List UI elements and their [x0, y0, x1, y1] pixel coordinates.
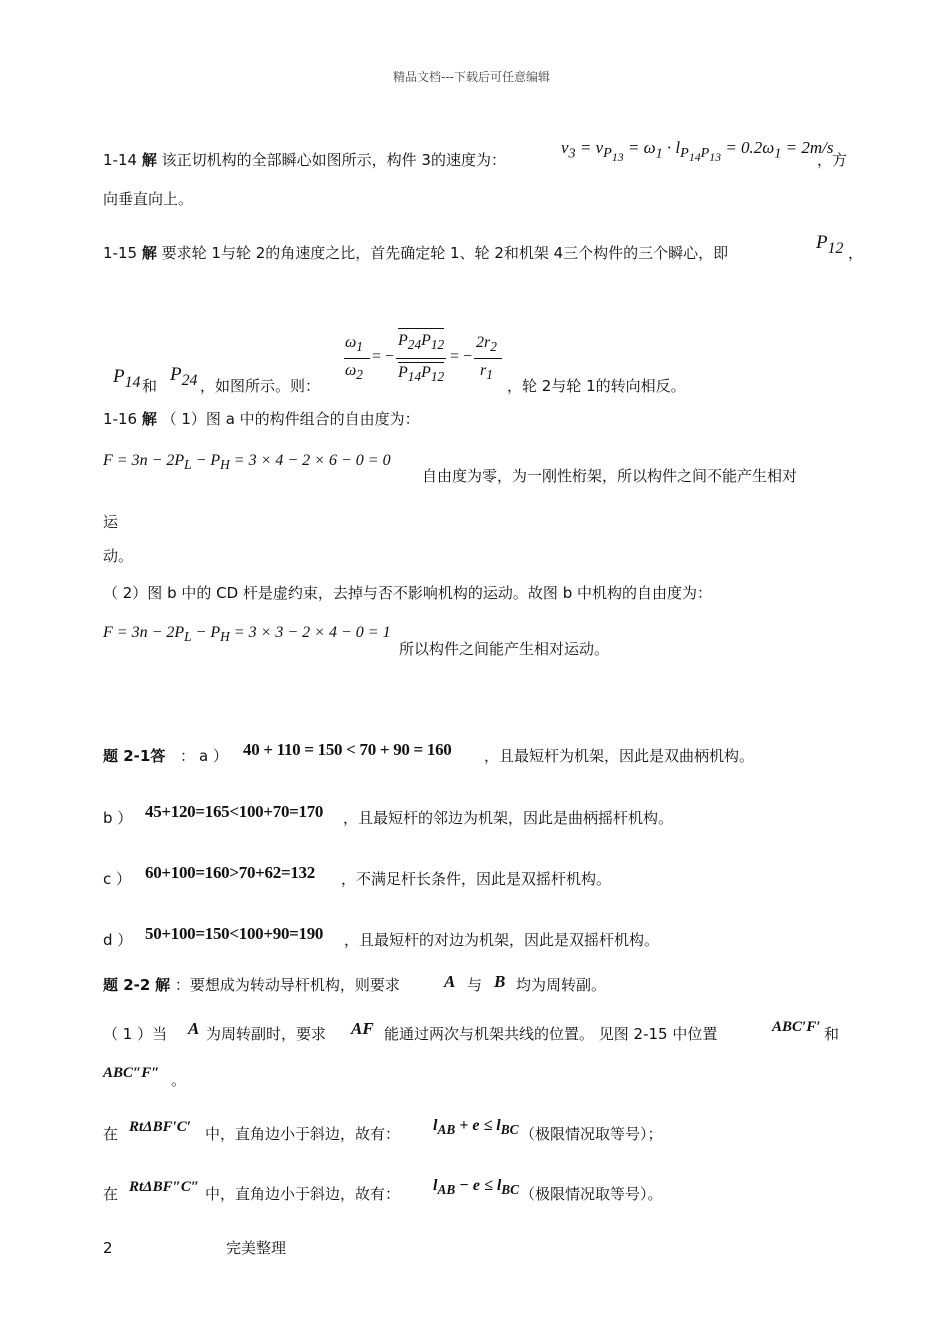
joint-b: B: [494, 972, 506, 991]
page-header: 精品文档---下载后可任意编辑: [393, 70, 550, 84]
joint-a: A: [444, 972, 456, 991]
problem-label: 1-15: [103, 244, 138, 262]
joint-a: A: [188, 1019, 200, 1038]
right-triangle-1: RtΔBF′C′: [129, 1119, 192, 1135]
velocity-formula: $v_3 = v_{P_{13}} = \omega_1 \cdot l_{P_{14}P_{13}} = 0.2\omega_1 = 2m/s$: [561, 138, 834, 165]
case-d-formula: 50+100=150<100+90=190: [145, 924, 324, 943]
case-c-text: ，不满足杆长条件，因此是双摇杆机构。: [341, 870, 612, 888]
solution-keyword: 解: [141, 244, 157, 262]
frac3-denominator: $r_1$: [480, 362, 493, 383]
case-b-formula: 45+120=165<100+70=170: [145, 802, 324, 821]
frac3-numerator: $2r_2$: [476, 334, 497, 355]
position-1: ABC′F′: [772, 1019, 821, 1035]
problem-text: ：要想成为转动导杆机构，则要求: [174, 976, 400, 994]
case-b-tag: b ）: [103, 809, 133, 827]
frac2-denominator: $P_{14}P_{12}$: [398, 364, 445, 385]
part-1-text-2: 能通过两次与机架共线的位置。 见图 2-15 中位置: [384, 1025, 718, 1043]
frac1-bar: [344, 358, 370, 359]
dof-text-a3: 动。: [103, 547, 134, 565]
case-c-tag: c ）: [103, 870, 132, 888]
dof-formula-b: $F = 3n - 2P_L - P_H = 3 \times 3 - 2 \times 4 - 0 = 1$: [103, 624, 391, 645]
problem-text-3: ，轮 2与轮 1的转向相反。: [507, 377, 686, 395]
problem-1-14-line: [103, 150, 506, 170]
inequality-tail-1: （极限情况取等号）；: [520, 1125, 663, 1143]
problem-2-2-line: [103, 975, 400, 995]
frac1-numerator: $\omega_1$: [345, 334, 363, 355]
equals-minus: = −: [372, 348, 395, 365]
problem-text-2: 均为周转副。: [516, 976, 607, 994]
instant-center-p24: $P_{24}$: [170, 364, 198, 389]
solution-keyword: 解: [155, 976, 171, 994]
case-d-text: ，且最短杆的对边为机架，因此是双摇杆机构。: [344, 931, 660, 949]
and-text: 和: [824, 1025, 840, 1043]
case-c-formula: 60+100=160>70+62=132: [145, 863, 315, 882]
problem-1-15-line: [103, 243, 728, 263]
footer-text: 完美整理: [226, 1239, 287, 1257]
problem-1-14-line2: 向垂直向上。: [103, 190, 194, 208]
colon: ：: [180, 747, 196, 765]
problem-2-1-label: 题 2-1答: [103, 747, 166, 765]
case-a-tag: a ）: [199, 747, 228, 765]
comma: ，: [848, 244, 864, 262]
in-text: 在: [103, 1125, 119, 1143]
formula-tail: ，方: [817, 151, 848, 169]
in-text: 在: [103, 1185, 119, 1203]
case-a-text: ，且最短杆为机架，因此是双曲柄机构。: [484, 747, 755, 765]
problem-label: 1-16: [103, 410, 138, 428]
case-a-formula: 40 + 110 = 150 < 70 + 90 = 160: [243, 740, 452, 759]
frac2-bar: [396, 358, 446, 359]
problem-text: 该正切机构的全部瞬心如图所示，构件 3的速度为：: [161, 151, 506, 169]
solution-keyword: 解: [141, 151, 157, 169]
page-number: 2: [103, 1239, 113, 1257]
position-2: ABC″F″: [103, 1065, 160, 1081]
problem-label: 题 2-2: [103, 976, 151, 994]
frac3-bar: [474, 358, 502, 359]
part-1-tag: （ 1 ）当: [103, 1025, 168, 1043]
and-text: 和: [142, 377, 158, 395]
dof-text-b: （ 2）图 b 中的 CD 杆是虚约束，去掉与否不影响机构的运动。故图 b 中机构的自由度为：: [103, 584, 712, 602]
dof-text-a2: 运: [103, 513, 119, 531]
inequality-tail-2: （极限情况取等号）。: [520, 1185, 663, 1203]
right-triangle-2: RtΔBF″C″: [129, 1179, 200, 1195]
instant-center-p12: $P_{12}$: [816, 232, 844, 257]
part-1-text: 为周转副时，要求: [206, 1025, 327, 1043]
case-b-text: ，且最短杆的邻边为机架，因此是曲柄摇杆机构。: [343, 809, 674, 827]
frac2-overline: [398, 328, 444, 329]
link-af: AF: [351, 1019, 374, 1038]
frac1-denominator: $\omega_2$: [345, 362, 363, 383]
dof-text-a: 自由度为零，为一刚性桁架，所以构件之间不能产生相对: [422, 467, 798, 485]
solution-keyword: 解: [141, 410, 157, 428]
dof-formula-a: $F = 3n - 2P_L - P_H = 3 \times 4 - 2 \times 6 - 0 = 0$: [103, 452, 391, 473]
equals-minus: = −: [450, 348, 473, 365]
dof-text-b2: 所以构件之间能产生相对运动。: [399, 640, 610, 658]
inequality-1: $l_{AB} + e \le l_{BC}$: [433, 1117, 519, 1138]
problem-label: 1-14: [103, 151, 138, 169]
period: 。: [171, 1071, 187, 1089]
and-text: 与: [467, 976, 483, 994]
problem-text: 要求轮 1与轮 2的角速度之比，首先确定轮 1、轮 2和机架 4三个构件的三个瞬心，即: [161, 244, 729, 262]
inequality-2: $l_{AB} - e \le l_{BC}$: [433, 1177, 520, 1198]
inequality-text-2: 中，直角边小于斜边，故有：: [205, 1185, 401, 1203]
frac2-numerator: $P_{24}P_{12}$: [398, 332, 445, 353]
frac2-overline-den: [398, 362, 444, 363]
inequality-text-1: 中，直角边小于斜边，故有：: [205, 1125, 401, 1143]
problem-1-16-line: [103, 409, 420, 429]
instant-center-p14: $P_{14}$: [113, 366, 141, 391]
problem-text-2: ，如图所示。则：: [200, 377, 321, 395]
case-d-tag: d ）: [103, 931, 133, 949]
problem-text: （ 1）图 a 中的构件组合的自由度为：: [161, 410, 420, 428]
